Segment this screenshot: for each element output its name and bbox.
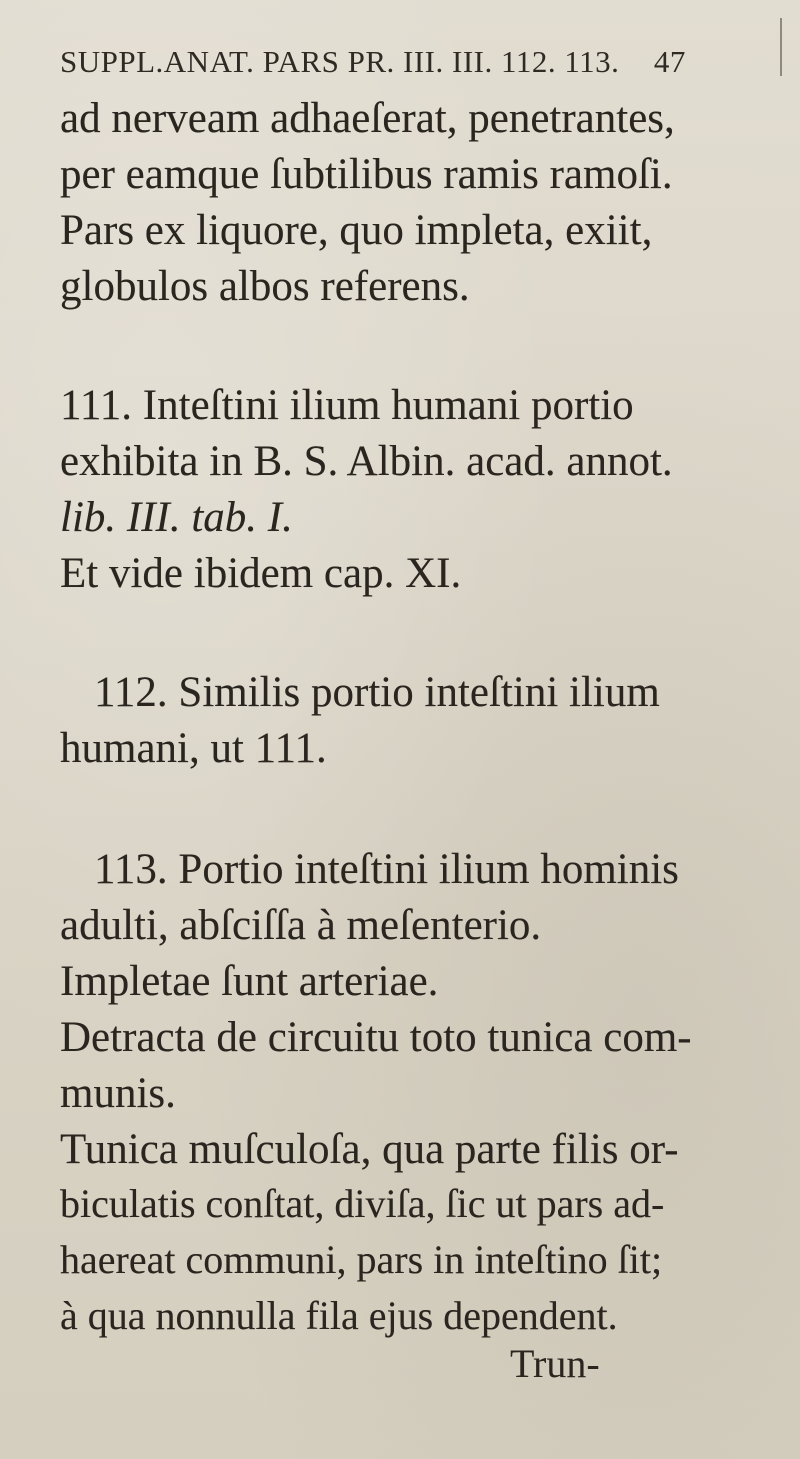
text-line: globulos albos referens. <box>60 263 470 310</box>
text-line: exhibita in B. S. Albin. acad. annot. <box>60 438 673 485</box>
text-line: munis. <box>60 1070 176 1117</box>
running-header <box>60 44 686 80</box>
text-line: biculatis conſtat, diviſa, ſic ut pars ad- <box>60 1181 665 1226</box>
text-line: per eamque ſubtilibus ramis ramoſi. <box>60 151 673 198</box>
text-line: 112. Similis portio inteſtini ilium <box>94 669 660 716</box>
text-line: haereat communi, pars in inteſtino ſit; <box>60 1237 663 1282</box>
text-line: Tunica muſculoſa, qua parte filis or- <box>60 1126 679 1173</box>
text-line: adulti, abſciſſa à meſenterio. <box>60 902 542 949</box>
text-line: lib. III. tab. I. <box>60 494 293 541</box>
text-line: Detracta de circuitu toto tunica com- <box>60 1014 692 1061</box>
text-line: 111. Inteſtini ilium humani portio <box>60 382 634 429</box>
text-line: 113. Portio inteſtini ilium hominis <box>94 846 679 893</box>
page-edge-mark <box>774 18 782 76</box>
text-line: Pars ex liquore, quo impleta, exiit, <box>60 207 653 254</box>
running-header-title: SUPPL.ANAT. PARS PR. III. III. 112. 113. <box>60 44 620 79</box>
text-line: Impletae ſunt arteriae. <box>60 958 439 1005</box>
catchword: Trun- <box>510 1341 600 1386</box>
text-line: Et vide ibidem cap. XI. <box>60 550 462 597</box>
text-line: à qua nonnulla fila ejus dependent. <box>60 1293 618 1338</box>
text-line: humani, ut 111. <box>60 725 327 772</box>
text-line: ad nerveam adhaeſerat, penetrantes, <box>60 95 675 142</box>
page-number: 47 <box>653 44 686 79</box>
